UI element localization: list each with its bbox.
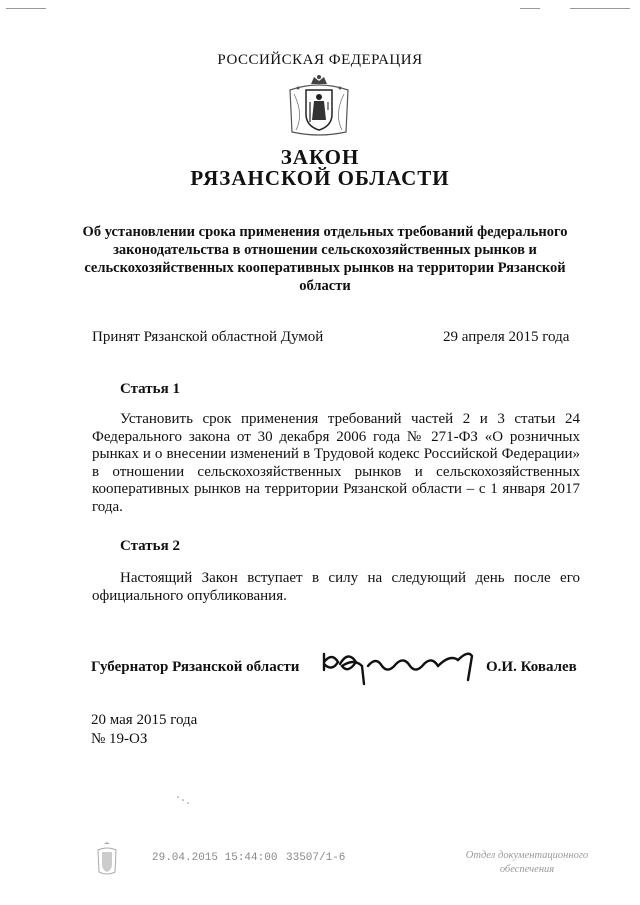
adoption-date: 29 апреля 2015 года (443, 329, 570, 345)
signatory-name: О.И. Ковалев (486, 659, 577, 675)
article-1-heading: Статья 1 (120, 381, 180, 397)
article-2-text (92, 570, 580, 605)
stamp-line-1: Отдел документационного (465, 850, 589, 861)
article-1-body: Установить срок применения требований частей 2 и 3 статьи 24 Федерального закона от 30 декабря 2006 года № 271-ФЗ «О розничных рынках и о внесении изменений в Трудовой кодекс Российской Федерации» в отношении сельскохозяйственных рынков и сельскохозяйственных кооперативных рынков на территории Рязанской области – с 1 января 2017 года. (92, 411, 580, 515)
article-1-text (92, 411, 580, 516)
law-region-title: РЯЗАНСКОЙ ОБЛАСТИ (190, 166, 450, 190)
law-title: ЗАКОН (280, 145, 360, 169)
stamp-line-2: обеспечения (499, 864, 555, 875)
adopted-by: Принят Рязанской областной Думой (92, 329, 324, 345)
scan-artifact (176, 792, 192, 802)
footer-code: 33507/1-6 (286, 852, 346, 864)
scan-artifact (520, 8, 540, 9)
article-2-heading: Статья 2 (120, 538, 180, 554)
country-name: РОССИЙСКАЯ ФЕДЕРАЦИЯ (217, 52, 423, 68)
rubber-stamp-emblem-icon (94, 842, 120, 876)
handwritten-signature (318, 640, 478, 690)
law-number: № 19-ОЗ (91, 731, 148, 747)
department-stamp (452, 849, 602, 877)
signatory-position: Губернатор Рязанской области (91, 659, 300, 675)
footer-timestamp: 29.04.2015 15:44:00 (152, 852, 278, 864)
ryazan-coat-of-arms-icon (284, 74, 354, 140)
scan-artifact (570, 8, 630, 9)
article-2-body: Настоящий Закон вступает в силу на следующий день после его официального опубликования. (92, 570, 580, 604)
law-subject: Об установлении срока применения отдельных требований федерального законодательства в отношении сельскохозяйственных рынков и сельскохозяйственных кооперативных рынков на территории Рязанской области (82, 224, 568, 294)
signing-date: 20 мая 2015 года (91, 712, 198, 728)
scan-artifact (6, 8, 46, 9)
